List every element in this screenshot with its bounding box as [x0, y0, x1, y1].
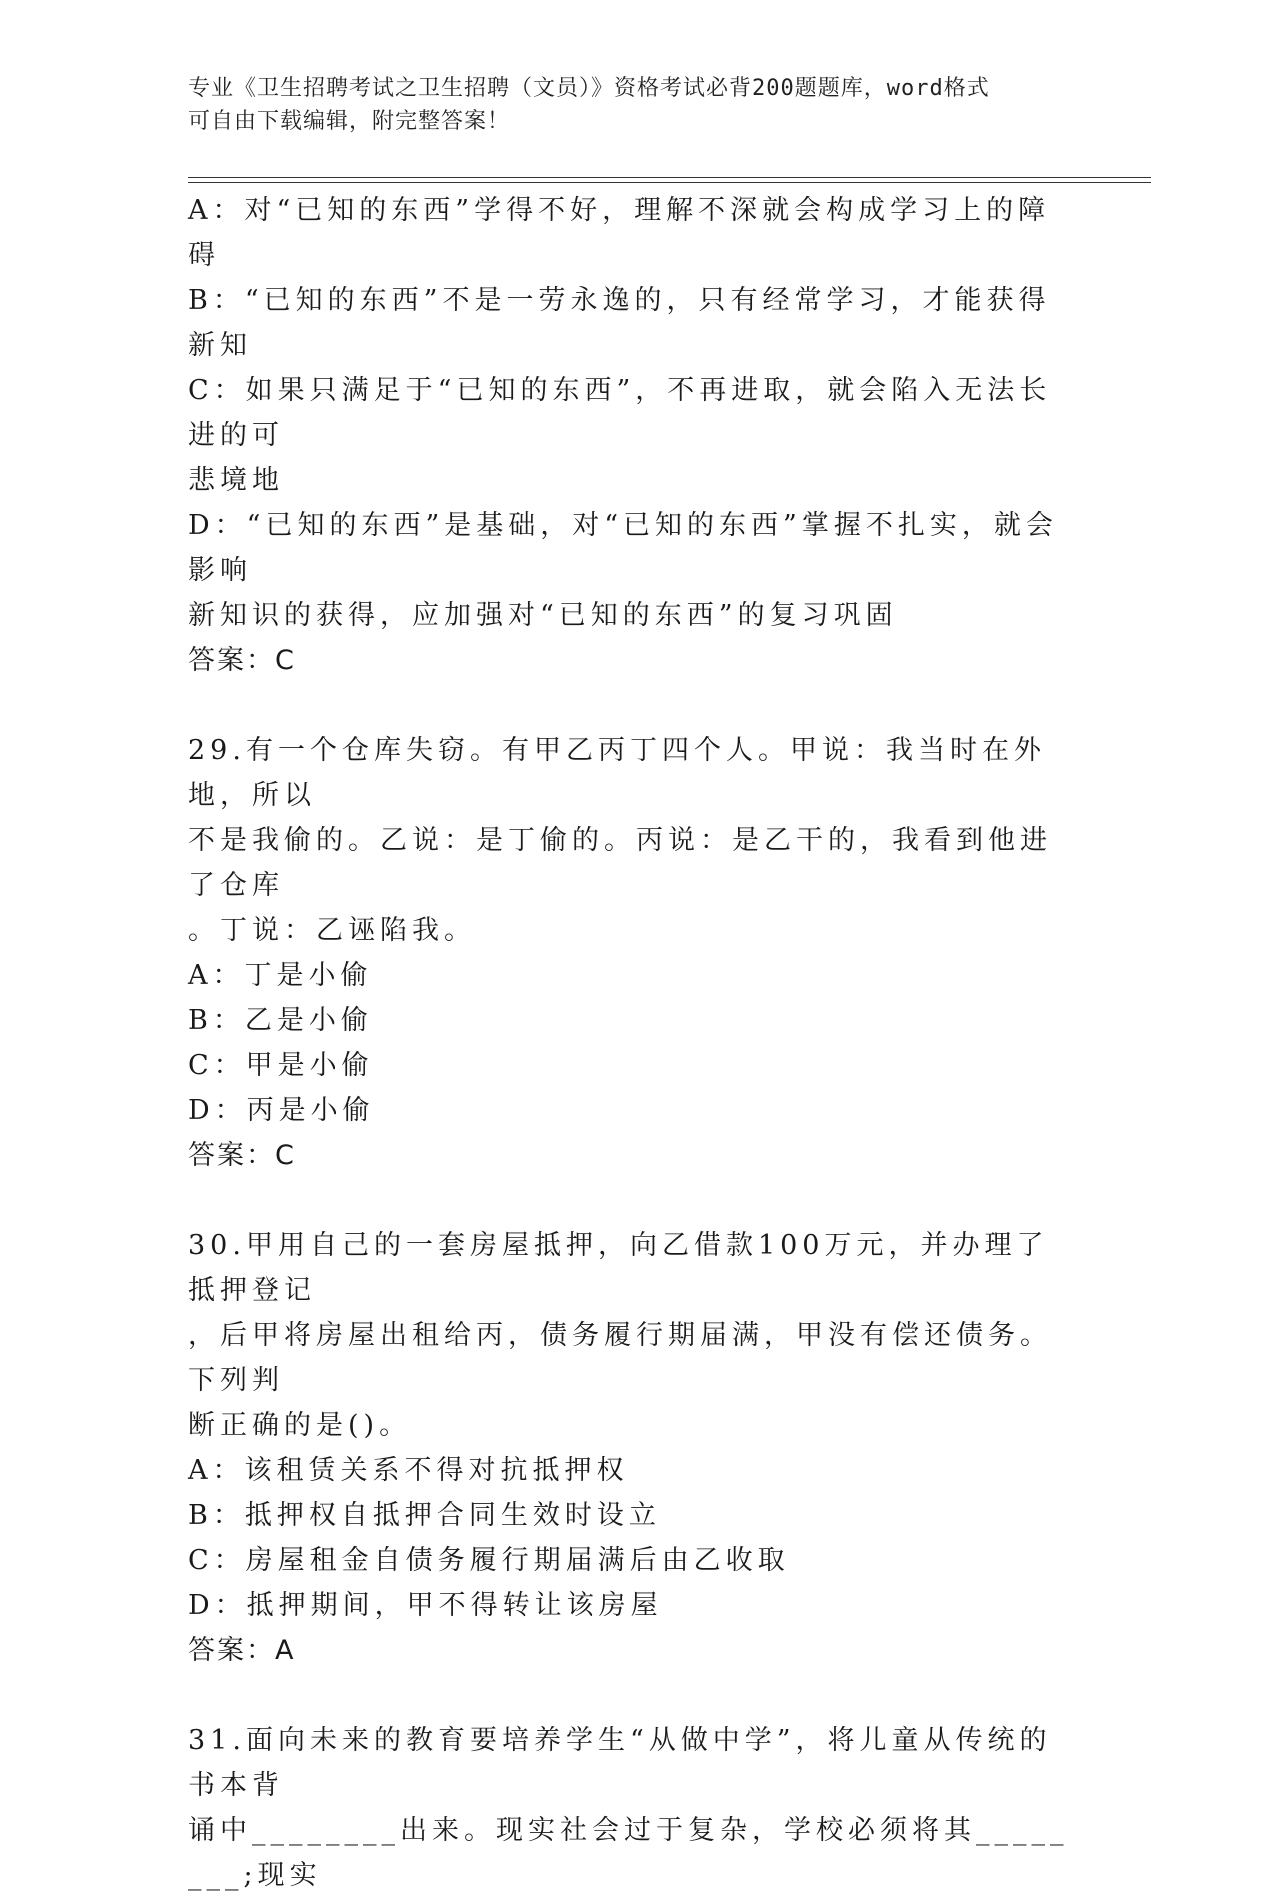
header-line-2: 可自由下载编辑，附完整答案！	[188, 109, 511, 134]
option-b: B：“已知的东西”不是一劳永逸的，只有经常学习，才能获得新知	[188, 285, 1051, 361]
question-28	[188, 188, 1078, 683]
option-d: D：“已知的东西”是基础，对“已知的东西”掌握不扎实，就会影响	[188, 510, 1058, 586]
question-stem-line: 。丁说：乙诬陷我。	[188, 915, 476, 946]
question-stem-line: 断正确的是()。	[188, 1410, 412, 1441]
option-d: D：抵押期间，甲不得转让该房屋	[188, 1590, 663, 1621]
document-header	[188, 72, 1088, 138]
option-b: B：抵押权自抵押合同生效时设立	[188, 1500, 661, 1531]
question-30	[188, 1223, 1078, 1673]
answer-line: 答案：C	[188, 645, 296, 676]
question-stem-line: 不是我偷的。乙说：是丁偷的。丙说：是乙干的，我看到他进了仓库	[188, 825, 1052, 901]
question-stem-line: 31.面向未来的教育要培养学生“从做中学”，将儿童从传统的书本背	[188, 1725, 1052, 1801]
answer-line: 答案：C	[188, 1140, 296, 1171]
option-a: A：对“已知的东西”学得不好，理解不深就会构成学习上的障碍	[188, 195, 1051, 271]
question-stem-line: 诵中________出来。现实社会过于复杂，学校必须将其________;现实	[188, 1815, 1069, 1891]
question-stem-line: 29.有一个仓库失窃。有甲乙丙丁四个人。甲说：我当时在外地，所以	[188, 735, 1046, 811]
header-line-1: 专业《卫生招聘考试之卫生招聘（文员）》资格考试必背200题题库，word格式	[188, 76, 990, 101]
option-a: A：丁是小偷	[188, 960, 373, 991]
option-d: D：丙是小偷	[188, 1095, 375, 1126]
header-rule-top	[188, 177, 1151, 178]
option-c: C：房屋租金自债务履行期届满后由乙收取	[188, 1545, 790, 1576]
question-29	[188, 728, 1078, 1178]
question-31	[188, 1718, 1078, 1898]
option-c: C：甲是小偷	[188, 1050, 374, 1081]
option-a: A：该租赁关系不得对抗抵押权	[188, 1455, 629, 1486]
option-d-continued: 新知识的获得，应加强对“已知的东西”的复习巩固	[188, 600, 898, 631]
question-list	[188, 188, 1078, 1898]
answer-line: 答案：A	[188, 1635, 296, 1666]
question-stem-line: ，后甲将房屋出租给丙，债务履行期届满，甲没有偿还债务。下列判	[188, 1320, 1052, 1396]
header-rule-bottom	[188, 182, 1151, 183]
option-c: C：如果只满足于“已知的东西”，不再进取，就会陷入无法长进的可	[188, 375, 1052, 451]
option-b: B：乙是小偷	[188, 1005, 373, 1036]
option-c-continued: 悲境地	[188, 465, 284, 496]
question-stem-line: 30.甲用自己的一套房屋抵押，向乙借款100万元，并办理了抵押登记	[188, 1230, 1049, 1306]
